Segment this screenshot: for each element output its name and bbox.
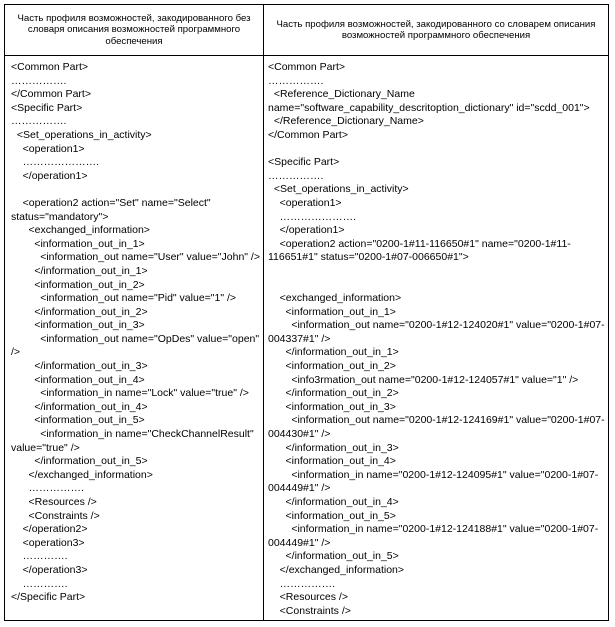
- code-line: <information_out name="OpDes" value="open" />: [11, 332, 263, 359]
- code-line: …………….: [268, 169, 324, 182]
- code-line: </information_out_in_1>: [11, 264, 148, 277]
- code-line: </information_out_in_2>: [268, 387, 399, 400]
- code-line: </Reference_Dictionary_Name>: [268, 115, 424, 128]
- code-line: [268, 279, 606, 293]
- code-line: </information_out_in_1>: [268, 346, 399, 359]
- code-line: <information_in name="Lock" value="true" />: [11, 387, 249, 400]
- code-line: </information_out_in_2>: [11, 305, 148, 318]
- code-line: <information_out name="Pid" value="1" />: [11, 292, 237, 305]
- code-line: <Resources />: [268, 591, 348, 604]
- code-line: <exchanged_information>: [11, 224, 150, 237]
- code-line: <information_in name="0200-1#12-124188#1" value="0200-1#07-004449#1" />: [268, 523, 599, 549]
- code-line: </Specific Part>: [11, 591, 86, 604]
- code-line: ………….: [11, 577, 68, 590]
- code-line: </information_out_in_3>: [11, 360, 148, 373]
- code-line: <Constraints />: [268, 604, 351, 617]
- code-line: </operation2>: [11, 523, 88, 536]
- code-line: <Common Part>: [11, 61, 89, 73]
- code-line: </operation1>: [268, 224, 345, 237]
- code-line: ………………….: [268, 210, 357, 223]
- comparison-table: [4, 4, 609, 621]
- code-line: <operation2 action="0200-1#11-116650#1" name="0200-1#11-116651#1" status="0200-1#07-006650#1">: [268, 237, 571, 264]
- code-line: </Common Part>: [268, 128, 348, 141]
- header-divider: [5, 55, 608, 56]
- code-line: <information_out name="0200-1#12-124169#1" value="0200-1#07-004430#1" />: [268, 414, 605, 441]
- code-line: <Reference_Dictionary_Name name="software_capability_descritoption_dictionary" id="scdd_001">: [268, 88, 590, 114]
- code-line: …………….: [11, 482, 84, 495]
- code-line: <operation2 action="Set" name="Select" status="mandatory">: [11, 196, 214, 223]
- code-line: </information_out_in_3>: [268, 441, 399, 454]
- code-line: <operation3>: [11, 536, 85, 549]
- code-line: <Resources />: [11, 496, 97, 508]
- code-line: <Constraints />: [11, 509, 100, 522]
- code-line: <information_out_in_2>: [11, 278, 145, 291]
- code-line: <information_out name="0200-1#12-124020#1" value="0200-1#07-004337#1" />: [268, 319, 605, 345]
- code-line: …………….: [268, 74, 324, 87]
- code-line: </information_out_in_5>: [268, 550, 399, 563]
- code-line: <Set_operations_in_activity>: [268, 183, 409, 196]
- code-line: <Set_operations_in_activity>: [11, 128, 152, 141]
- code-line: </exchanged_information>: [11, 468, 153, 481]
- code-line: <info3rmation_out name="0200-1#12-124057#1" value="1" />: [268, 373, 579, 386]
- code-column-left: [11, 61, 261, 605]
- header-left: Часть профиля возможностей, закодированного без словаря описания возможностей программного обеспечения: [17, 12, 251, 47]
- code-line: [11, 183, 261, 197]
- code-line: <Specific Part>: [268, 156, 340, 169]
- code-column-right: [268, 61, 606, 618]
- header-right: Часть профиля возможностей, закодированного со словарем описания возможностей программного обеспечения: [276, 18, 596, 41]
- code-line: ………………….: [11, 156, 100, 169]
- code-line: ………….: [11, 550, 68, 563]
- code-line: </information_out_in_5>: [11, 455, 148, 468]
- code-line: </information_out_in_4>: [268, 496, 399, 508]
- code-line: </Common Part>: [11, 88, 91, 101]
- code-line: </operation1>: [11, 169, 88, 182]
- code-line: <Specific Part>: [11, 101, 83, 114]
- code-line: <information_out_in_4>: [268, 455, 396, 468]
- code-line: <information_out_in_1>: [11, 237, 145, 250]
- code-line: <information_out_in_5>: [268, 509, 396, 522]
- code-line: </exchanged_information>: [268, 563, 405, 576]
- code-line: <information_in name="CheckChannelResult" value="true" />: [11, 428, 257, 454]
- column-divider: [263, 5, 264, 620]
- code-line: <information_out_in_3>: [268, 400, 396, 413]
- code-line: <Common Part>: [268, 61, 346, 73]
- code-line: <operation1>: [11, 142, 85, 155]
- code-line: …………….: [11, 115, 67, 128]
- code-line: </information_out_in_4>: [11, 400, 148, 413]
- code-line: <exchanged_information>: [268, 292, 402, 305]
- code-line: <operation1>: [268, 196, 342, 209]
- code-line: <information_out_in_3>: [11, 319, 145, 332]
- code-line: …………….: [268, 577, 336, 590]
- code-line: </operation3>: [11, 563, 88, 576]
- code-line: <information_out_in_2>: [268, 360, 396, 373]
- code-line: <information_out_in_1>: [268, 305, 396, 318]
- code-line: [268, 143, 606, 157]
- code-line: <information_out name="User" value="John" />: [11, 251, 260, 264]
- code-line: <information_out_in_4>: [11, 373, 145, 386]
- code-line: [268, 265, 606, 279]
- code-line: <information_in name="0200-1#12-124095#1" value="0200-1#07-004449#1" />: [268, 468, 599, 495]
- code-line: …………….: [11, 74, 67, 87]
- code-line: <information_out_in_5>: [11, 414, 145, 427]
